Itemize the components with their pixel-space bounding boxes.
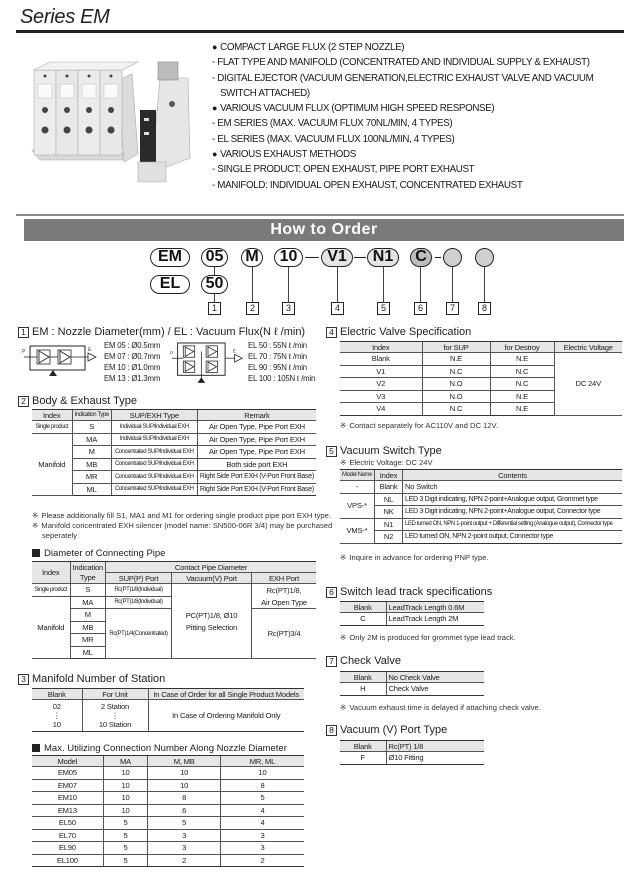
table-row [340, 353, 622, 366]
section-5-voltage-note: ※ Electric Voltage: DC 24V [340, 458, 433, 468]
table-cell: Concentrated SUP/Individual EXH [111, 446, 197, 459]
table-cell: N2 [375, 531, 403, 544]
port-e-label: E [88, 347, 92, 353]
table-cell: N.E [490, 390, 554, 403]
table-cell: N.O [422, 390, 490, 403]
code-slot-7 [443, 248, 462, 267]
table-row [340, 493, 622, 506]
code-v1: V1 [321, 248, 353, 267]
table-row [32, 562, 316, 573]
value-cell: 8 [148, 792, 221, 805]
code-em: EM [150, 248, 190, 267]
table-row [32, 446, 316, 459]
table-cell: MR [72, 471, 111, 484]
table-row [32, 421, 316, 434]
section-4-heading [326, 326, 471, 338]
index-box-1: 1 [208, 302, 221, 315]
table-cell: Air Open Type, Pipe Port EXH [197, 433, 316, 446]
value-cell: 3 [220, 842, 304, 855]
exh-line: Air Open Type [261, 597, 307, 607]
section-number: 7 [326, 656, 337, 667]
table-cell: Concentrated SUP/Individual EXH [111, 471, 197, 484]
manifold-ejector-illustration [32, 62, 190, 182]
table-cell: C [340, 613, 386, 626]
table-cell: M [72, 446, 111, 459]
table-row [32, 842, 304, 855]
column-header: Blank [340, 672, 386, 683]
section-2-notes: ※ Please additionally fill S1, MA1 and M1 for ordering single product pipe port EXH type. ※ Manifold concentrated EXH silencer (model name: SN500-06R 3/4) may be purchased seperately [32, 511, 332, 541]
model-cell: EM10 [32, 792, 103, 805]
value-cell: 5 [103, 817, 148, 830]
column-header: LeadTrack Length 0.6M [386, 602, 484, 613]
section-7-note: ※ Vacuum exhaust time is delayed if attaching check valve. [340, 703, 541, 713]
connector-line [337, 267, 338, 302]
table-cell: Manifold [32, 433, 72, 496]
table-cell: Rc(PT)1/4(Concentrated) [106, 609, 172, 659]
table-cell: LeadTrack Length 2M [386, 613, 484, 626]
section-number: 4 [326, 327, 337, 338]
section-number: 3 [18, 674, 29, 685]
section-5-note: ※ Inquire in advance for ordering PNP type. [340, 553, 489, 563]
feature-item: - EL SERIES (MAX. VACUUM FLUX 100NL/MIN, 4 TYPES) [212, 132, 632, 147]
feature-item: ● VARIOUS EXHAUST METHODS [212, 147, 632, 162]
value-cell: 10 [103, 767, 148, 780]
column-header: Contact Pipe Diameter [106, 562, 316, 573]
table-cell: MA [72, 433, 111, 446]
table-cell: V4 [340, 403, 422, 416]
pipe-diameter-heading: Diameter of Connecting Pipe [32, 548, 165, 559]
em-circuit-diagram-icon [22, 343, 102, 377]
section-1-heading [18, 326, 305, 338]
table-row [32, 458, 316, 471]
column-header: for SUP [422, 342, 490, 353]
pipe-diameter-table [32, 561, 316, 659]
table-row [32, 584, 316, 597]
table-row [340, 672, 484, 683]
value-cell: 5 [220, 792, 304, 805]
body-exhaust-table [32, 409, 316, 496]
connector-line [214, 267, 215, 275]
feature-list [212, 40, 632, 193]
value-cell: 10 [148, 767, 221, 780]
table-row [32, 792, 304, 805]
table-row [32, 689, 304, 700]
table-cell: N.C [422, 403, 490, 416]
table-cell: N.E [422, 353, 490, 366]
code-50: 50 [201, 275, 228, 294]
table-cell: VPS-* [340, 493, 375, 518]
column-header: for Destroy [490, 342, 554, 353]
table-row [32, 767, 304, 780]
value-cell: 10 [103, 779, 148, 792]
value-cell: 3 [148, 842, 221, 855]
table-row [32, 829, 304, 842]
value-cell: 2 [148, 854, 221, 867]
table-cell: No Switch [403, 481, 622, 494]
section-title: Switch lead track specifications [340, 586, 493, 598]
feature-item: - FLAT TYPE AND MANIFOLD (CONCENTRATED AND INDIVIDUAL SUPPLY & EXHAUST) [212, 55, 632, 70]
column-header: Index [32, 562, 70, 584]
section-title: Vacuum Switch Type [340, 445, 442, 457]
section-title: Electric Valve Specification [340, 326, 472, 338]
column-header: Contents [403, 470, 622, 481]
section-number: 6 [326, 587, 337, 598]
connector-line [484, 267, 485, 302]
index-box-3: 3 [282, 302, 295, 315]
vacuum-port-cell [172, 584, 252, 659]
table-cell: N.E [490, 353, 554, 366]
section-3-heading [18, 673, 165, 685]
table-cell: - [340, 481, 375, 494]
page-title: Series EM [20, 6, 110, 28]
table-cell: MB [72, 458, 111, 471]
el-item: EL 70 : 75N ℓ /min [248, 352, 307, 361]
table-cell: MR [70, 634, 106, 647]
index-box-8: 8 [478, 302, 491, 315]
el-item: EL 50 : 55N ℓ /min [248, 341, 307, 350]
section-divider [16, 214, 624, 216]
table-cell: Blank [340, 353, 422, 366]
table-cell: Both side port EXH [197, 458, 316, 471]
table-row [340, 602, 484, 613]
table-cell: ML [72, 483, 111, 496]
table-row [32, 700, 304, 732]
table-row [340, 752, 484, 765]
table-cell: M [70, 609, 106, 622]
connector-line [452, 267, 453, 302]
el-circuit-diagram-icon [170, 340, 246, 384]
how-to-order-banner: How to Order [24, 219, 624, 241]
table-row [32, 756, 304, 767]
column-header: Type [70, 573, 106, 584]
section-5-heading [326, 445, 442, 457]
el-item: EL 100 : 105N ℓ /min [248, 374, 316, 383]
column-header: MA [103, 756, 148, 767]
em-item: EM 05 : Ø0.5mm [104, 341, 161, 350]
max-connection-heading: Max. Utilizing Connection Number Along Nozzle Diameter [32, 743, 287, 754]
connector-line [420, 267, 421, 302]
port-e-label: E [232, 349, 236, 355]
table-cell: N.E [490, 403, 554, 416]
index-box-5: 5 [377, 302, 390, 315]
value-cell: 5 [148, 817, 221, 830]
em-nozzle-list [104, 340, 160, 384]
port-p-label: P [22, 349, 26, 355]
table-cell: H [340, 683, 386, 696]
connector-line [383, 267, 384, 302]
code-n1: N1 [367, 248, 399, 267]
section-title: Check Valve [340, 655, 401, 667]
table-row [32, 779, 304, 792]
table-cell: Concentrated SUP/Individual EXH [111, 458, 197, 471]
index-box-7: 7 [446, 302, 459, 315]
connector-line [252, 267, 253, 302]
connector-line [288, 267, 289, 302]
table-cell: Individual SUP/Individual EXH [111, 421, 197, 434]
table-cell: F [340, 752, 386, 765]
table-row [340, 506, 622, 519]
table-cell: LED 3 Digit indicating, NPN 2-point+Analogue output, Grommet type [403, 493, 622, 506]
feature-item: - DIGITAL EJECTOR (VACUUM GENERATION,ELECTRIC EXHAUST VALVE AND VACUUM [212, 71, 632, 86]
index-box-2: 2 [246, 302, 259, 315]
model-cell: EL50 [32, 817, 103, 830]
section-number: 2 [18, 396, 29, 407]
table-cell: N.C [490, 378, 554, 391]
table-cell: ML [70, 646, 106, 659]
feature-item: ● VARIOUS VACUUM FLUX (OPTIMUM HIGH SPEED RESPONSE) [212, 101, 632, 116]
table-cell: Right Side Port EXH (V-Port Front Base) [197, 471, 316, 484]
table-cell: Air Open Type, Pipe Port EXH [197, 421, 316, 434]
column-header: Model [32, 756, 103, 767]
voltage-cell: DC 24V [554, 353, 622, 416]
table-row [340, 481, 622, 494]
feature-item: ● COMPACT LARGE FLUX (2 STEP NOZZLE) [212, 40, 632, 55]
table-cell: Ø10 Fitting [386, 752, 484, 765]
table-cell: LED 3 Digit indicating, NPN 2-point+Analogue output, Connector type [403, 506, 622, 519]
feature-item: - MANIFOLD: INDIVIDUAL OPEN EXHAUST, CONCENTRATED EXHAUST [212, 178, 632, 193]
value-cell: 3 [148, 829, 221, 842]
col-header: Indication Type [72, 410, 111, 421]
order-code-diagram [148, 244, 488, 322]
section-4-note: ※ Contact separately for AC110V and DC 12V. [340, 421, 498, 431]
table-row [32, 804, 304, 817]
table-cell: Rc(PT)1/8(Individual) [106, 596, 172, 609]
table-cell: MA [70, 596, 106, 609]
em-item: EM 07 : Ø0.7mm [104, 352, 161, 361]
section-title: Vacuum (V) Port Type [340, 724, 448, 736]
value-cell: 3 [220, 829, 304, 842]
table-cell: Rc(PT)1/8(Individual) [106, 584, 172, 597]
code-c: C [410, 248, 432, 267]
table-cell: Concentrated SUP/Individual EXH [111, 483, 197, 496]
section-8-heading [326, 724, 447, 736]
section-number: 5 [326, 446, 337, 457]
section-6-note: ※ Only 2M is produced for grommet type lead track. [340, 633, 516, 643]
column-header: Vacuum(V) Port [172, 573, 252, 584]
vacuum-switch-table [340, 469, 622, 544]
unit-range-cell: 2 Station ⋮ 10 Station [82, 700, 148, 732]
value-cell: 5 [103, 842, 148, 855]
model-cell: EM07 [32, 779, 103, 792]
dash-separator [305, 257, 319, 258]
el-item: EL 90 : 95N ℓ /min [248, 363, 307, 372]
table-cell: N.C [490, 365, 554, 378]
table-cell: V2 [340, 378, 422, 391]
port-p-label: P [170, 351, 174, 357]
table-cell: N.O [422, 378, 490, 391]
dash-separator [435, 257, 441, 258]
column-header: Indication [70, 562, 106, 573]
manifold-station-table [32, 688, 304, 732]
feature-item: SWITCH ATTACHED) [220, 87, 310, 99]
table-cell: Right Side Port EXH (V-Port Front Base) [197, 483, 316, 496]
table-row [340, 683, 484, 696]
table-row [32, 410, 316, 421]
col-header: SUP/EXH Type [111, 410, 197, 421]
column-header: M, MB [148, 756, 221, 767]
table-row [32, 483, 316, 496]
column-header: Blank [32, 689, 82, 700]
table-cell: N1 [375, 518, 403, 531]
model-cell: EM13 [32, 804, 103, 817]
table-cell: V1 [340, 365, 422, 378]
table-row [32, 817, 304, 830]
check-valve-table [340, 671, 484, 696]
value-cell: 5 [103, 829, 148, 842]
section-6-heading [326, 586, 492, 598]
connector-line [214, 294, 215, 302]
column-header: Electric Voltage [554, 342, 622, 353]
table-row [340, 741, 484, 752]
value-cell: 10 [220, 767, 304, 780]
column-header: Blank [340, 741, 386, 752]
exh-line: Rc(PT)1/8, [266, 585, 302, 595]
section-title: EM : Nozzle Diameter(mm) / EL : Vacuum Flux(N ℓ /min) [32, 326, 306, 338]
code-m: M [241, 248, 263, 267]
value-cell: 10 [103, 792, 148, 805]
feature-item: - EM SERIES (MAX. VACUUM FLUX 70NL/MIN, 4 TYPES) [212, 116, 632, 131]
table-row [340, 470, 622, 481]
table-cell: Check Valve [386, 683, 484, 696]
max-connection-table [32, 755, 304, 867]
model-cell: EL70 [32, 829, 103, 842]
table-row [32, 433, 316, 446]
table-cell: LED turned ON, NPN 1-point output + Differential setting (Analogue output), Connector type [403, 518, 622, 531]
column-header: EXH Port [252, 573, 316, 584]
table-cell: Air Open Type, Pipe Port EXH [197, 446, 316, 459]
value-cell: 10 [148, 779, 221, 792]
table-cell: Single product [32, 421, 72, 434]
section-number: 1 [18, 327, 29, 338]
dash-separator [354, 257, 366, 258]
value-cell: 5 [103, 854, 148, 867]
section-title: Body & Exhaust Type [32, 395, 137, 407]
section-number: 8 [326, 725, 337, 736]
vacuum-port-table [340, 740, 484, 765]
column-header: MR, ML [220, 756, 304, 767]
vac-line: Pitting Selection [185, 622, 238, 632]
value-cell: 4 [220, 817, 304, 830]
table-cell: S [70, 584, 106, 597]
column-header: In Case of Order for all Single Product Models [148, 689, 304, 700]
el-flux-list [248, 340, 315, 384]
table-cell: Blank [375, 481, 403, 494]
column-header: For Unit [82, 689, 148, 700]
em-item: EM 10 : Ø1.0mm [104, 363, 161, 372]
table-row [340, 613, 484, 626]
table-cell: VMS-* [340, 518, 375, 543]
table-row [340, 518, 622, 531]
value-cell: 4 [220, 804, 304, 817]
table-cell: Manifold [32, 596, 70, 659]
section-title: Manifold Number of Station [32, 673, 166, 685]
vac-line: PC(PT)1/8, Ø10 [185, 610, 238, 620]
column-header: Blank [340, 602, 386, 613]
value-cell: 6 [148, 804, 221, 817]
table-cell: Rc(PT)3/4 [252, 609, 316, 659]
index-box-6: 6 [414, 302, 427, 315]
code-05: 05 [201, 248, 228, 267]
table-cell: MB [70, 621, 106, 634]
code-10: 10 [274, 248, 303, 267]
table-row [32, 573, 316, 584]
title-divider [16, 30, 624, 33]
model-cell: EM05 [32, 767, 103, 780]
col-header: Remark [197, 410, 316, 421]
blank-range-cell: 02 ⋮ 10 [32, 700, 82, 732]
index-box-4: 4 [331, 302, 344, 315]
section-2-heading [18, 395, 137, 407]
value-cell: 10 [103, 804, 148, 817]
section-7-heading [326, 655, 401, 667]
code-el: EL [150, 275, 190, 294]
lead-track-table [340, 601, 484, 626]
table-cell: In Case of Ordering Manifold Only [148, 700, 304, 732]
table-cell: S [72, 421, 111, 434]
col-header: Index [32, 410, 72, 421]
table-cell: Single product [32, 584, 70, 597]
table-cell: N.C [422, 365, 490, 378]
table-row [340, 531, 622, 544]
table-row [32, 471, 316, 484]
model-cell: EL100 [32, 854, 103, 867]
model-cell: EL90 [32, 842, 103, 855]
value-cell: 8 [220, 779, 304, 792]
table-cell: NK [375, 506, 403, 519]
table-cell: V3 [340, 390, 422, 403]
electric-valve-table [340, 341, 622, 416]
table-row [340, 342, 622, 353]
column-header: Model Name [340, 470, 375, 481]
table-row [32, 854, 304, 867]
column-header: Index [340, 342, 422, 353]
code-slot-8 [475, 248, 494, 267]
table-cell: LED turned ON, NPN 2-point output, Connector type [403, 531, 622, 544]
column-header: Index [375, 470, 403, 481]
feature-item: - SINGLE PRODUCT: OPEN EXHAUST, PIPE PORT EXHAUST [212, 162, 632, 177]
table-cell: NL [375, 493, 403, 506]
exh-port-cell [252, 584, 316, 609]
table-cell: Individual SUP/Individual EXH [111, 433, 197, 446]
column-header: SUP(P) Port [106, 573, 172, 584]
em-item: EM 13 : Ø1.3mm [104, 374, 161, 383]
column-header: Rc(PT) 1/8 [386, 741, 484, 752]
value-cell: 2 [220, 854, 304, 867]
column-header: No Check Valve [386, 672, 484, 683]
product-image [20, 40, 200, 190]
